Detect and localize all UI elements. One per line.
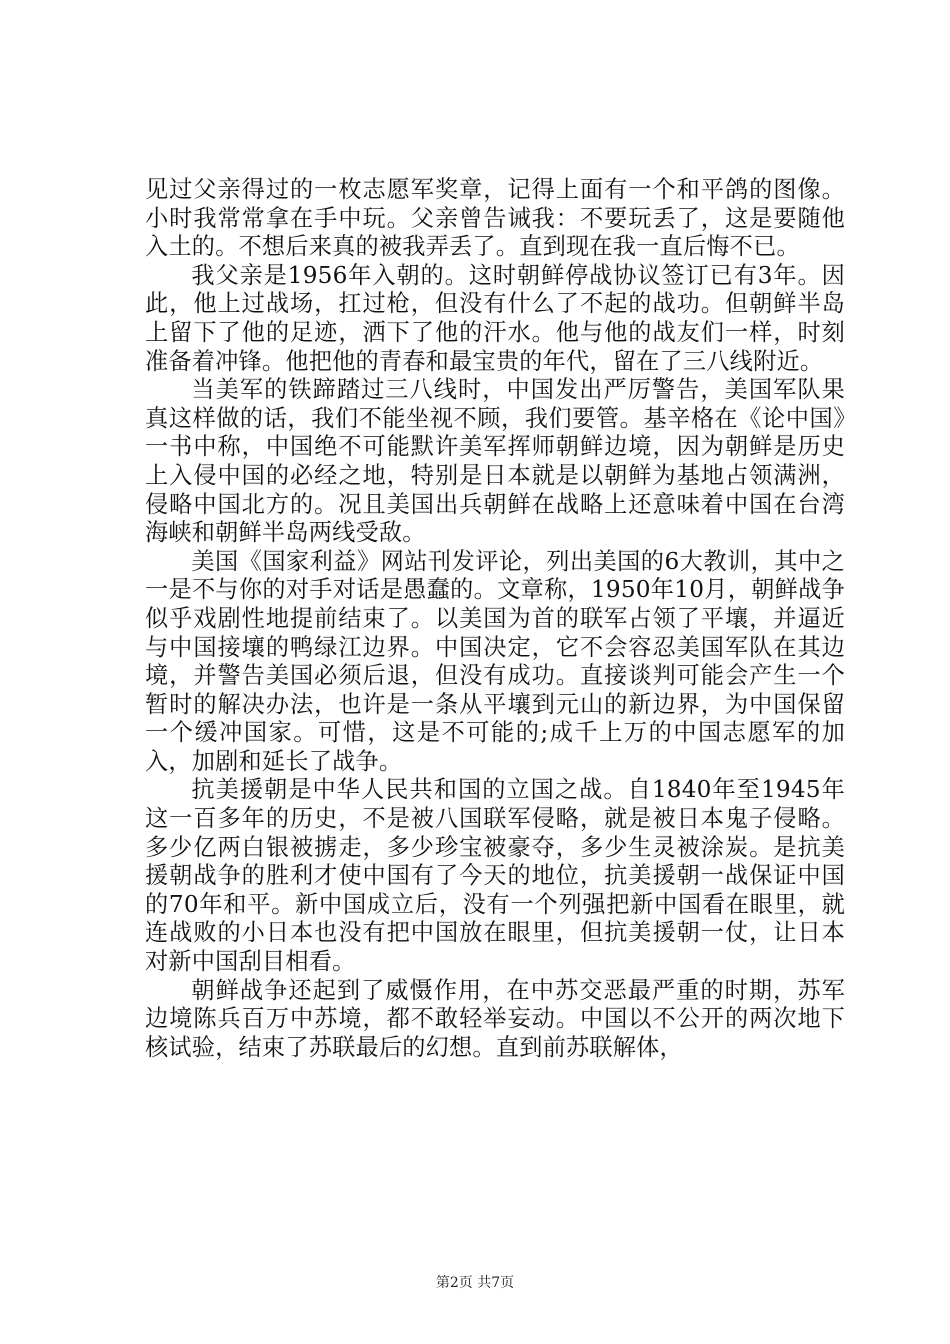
paragraph-5: 抗美援朝是中华人民共和国的立国之战。自1840年至1945年这一百多年的历史，不是被八国联军侵略，就是被日本鬼子侵略。多少亿两白银被掳走，多少珍宝被豪夺，多少生灵被涂炭。是抗美援朝战争的胜利才使中国有了今天的地位，抗美援朝一战保证中国的70年和平。新中国成立后，没有一个列强把新中国看在眼里，就连战败的小日本也没有把中国放在眼里，但抗美援朝一仗，让日本对新中国刮目相看。 <box>145 776 845 976</box>
paragraph-3: 当美军的铁蹄踏过三八线时，中国发出严厉警告，美国军队果真这样做的话，我们不能坐视不顾，我们要管。基辛格在《论中国》一书中称，中国绝不可能默许美军挥师朝鲜边境，因为朝鲜是历史上入侵中国的必经之地，特别是日本就是以朝鲜为基地占领满洲，侵略中国北方的。况且美国出兵朝鲜在战略上还意味着中国在台湾海峡和朝鲜半岛两线受敌。 <box>145 376 845 547</box>
page-footer: 第2页 共7页 <box>435 1275 515 1291</box>
paragraph-1: 见过父亲得过的一枚志愿军奖章，记得上面有一个和平鸽的图像。小时我常常拿在手中玩。父亲曾告诫我：不要玩丢了，这是要随他入土的。不想后来真的被我弄丢了。直到现在我一直后悔不已。 <box>145 176 845 261</box>
paragraph-2: 我父亲是1956年入朝的。这时朝鲜停战协议签订已有3年。因此，他上过战场，扛过枪，但没有什么了不起的战功。但朝鲜半岛上留下了他的足迹，洒下了他的汗水。他与他的战友们一样，时刻准备着冲锋。他把他的青春和最宝贵的年代，留在了三八线附近。 <box>145 261 845 375</box>
paragraph-4: 美国《国家利益》网站刊发评论，列出美国的6大教训，其中之一是不与你的对手对话是愚蠢的。文章称，1950年10月，朝鲜战争似乎戏剧性地提前结束了。以美国为首的联军占领了平壤，并逼近与中国接壤的鸭绿江边界。中国决定，它不会容忍美国军队在其边境，并警告美国必须后退，但没有成功。直接谈判可能会产生一个暂时的解决办法，也许是一条从平壤到元山的新边界，为中国保留一个缓冲国家。可惜，这是不可能的;成千上万的中国志愿军的加入，加剧和延长了战争。 <box>145 547 845 775</box>
paragraph-6: 朝鲜战争还起到了威慑作用，在中苏交恶最严重的时期，苏军边境陈兵百万中苏境，都不敢轻举妄动。中国以不公开的两次地下核试验，结束了苏联最后的幻想。直到前苏联解体， <box>145 976 845 1061</box>
body-text <box>145 176 845 1062</box>
